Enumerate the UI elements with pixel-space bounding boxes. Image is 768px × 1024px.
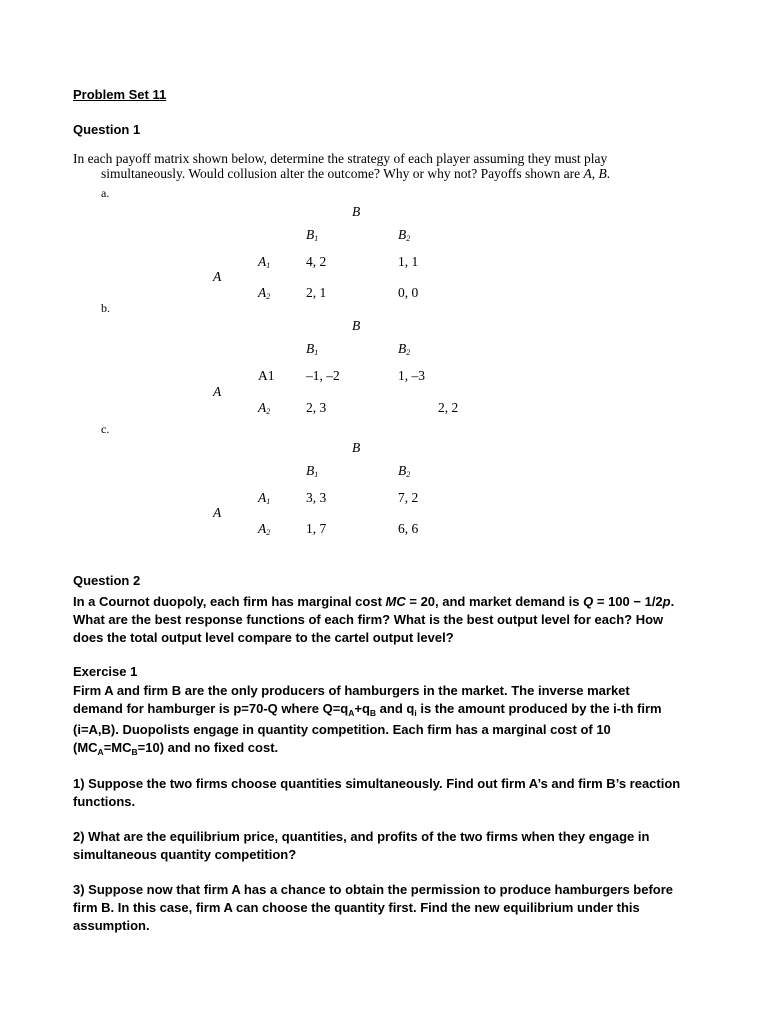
column-strategy-2: $B_2$	[398, 227, 411, 243]
row-player-label: A	[213, 505, 222, 520]
row-player-label: A	[213, 269, 222, 284]
payoff-cell: 0, 0	[398, 285, 419, 300]
column-player-label: B	[352, 440, 361, 455]
column-strategy-1: $B_1$	[306, 463, 319, 479]
column-player-label: B	[352, 318, 361, 333]
column-strategy-1: $B_1$	[306, 227, 319, 243]
exercise-1-part-1-line-2: functions.	[73, 794, 136, 809]
column-strategy-1: $B_1$	[306, 341, 319, 357]
payoff-cell: 2, 1	[306, 285, 327, 300]
row-strategy-1: A1	[258, 368, 275, 383]
row-strategy-1: $A_1$	[258, 490, 271, 506]
exercise-1-part-2-line-1: 2) What are the equilibrium price, quantities, and profits of the two firms when they engage in	[73, 829, 650, 844]
column-player-label: B	[352, 204, 361, 219]
row-player-label: A	[213, 384, 222, 399]
payoff-cell: –1, –2	[306, 368, 340, 383]
question-2-line-2: What are the best response functions of each firm? What is the best output level for each? How	[73, 612, 664, 627]
exercise-1-part-3-line-3: assumption.	[73, 918, 150, 933]
question-1-heading: Question 1	[73, 122, 141, 137]
exercise-1-line-4: $(MC_A=MC_B=10)$ and no fixed cost.	[73, 740, 279, 757]
question-2-line-3: does the total output level compare to the cartel output level?	[73, 630, 454, 645]
exercise-1-line-2: demand for hamburger is p=70-Q where $Q=q_A+q_B$ and $q_i$ is the amount produced by the i-th firm	[73, 701, 662, 718]
exercise-1-heading: Exercise 1	[73, 664, 138, 679]
payoff-cell: 7, 2	[398, 490, 419, 505]
payoff-cell: 4, 2	[306, 254, 327, 269]
page-title: Problem Set 11	[73, 87, 167, 102]
exercise-1-part-3-line-1: 3) Suppose now that firm A has a chance to obtain the permission to produce hamburgers before	[73, 882, 674, 897]
question-1-intro-line-2: simultaneously. Would collusion alter the outcome? Why or why not? Payoffs shown are A, B.	[101, 166, 611, 181]
payoff-cell: 1, –3	[398, 368, 425, 383]
exercise-1-part-1-line-1: 1) Suppose the two firms choose quantities simultaneously. Find out firm A’s and firm B’s reaction	[73, 776, 681, 791]
exercise-1-part-2-line-2: simultaneous quantity competition?	[73, 847, 297, 862]
exercise-1-line-1: Firm A and firm B are the only producers of hamburgers in the market. The inverse market	[73, 683, 630, 698]
question-2-line-1: In a Cournot duopoly, each firm has marginal cost MC = 20, and market demand is Q = 100 − 1/2p.	[73, 594, 675, 609]
payoff-cell: 6, 6	[398, 521, 419, 536]
payoff-cell: 2, 2	[438, 400, 459, 415]
matrix-label: c.	[101, 422, 110, 436]
row-strategy-1: $A_1$	[258, 254, 271, 270]
payoff-cell: 3, 3	[306, 490, 327, 505]
exercise-1-line-3: (i=A,B). Duopolists engage in quantity competition. Each firm has a marginal cost of 10	[73, 722, 611, 737]
payoff-cell: 1, 7	[306, 521, 327, 536]
column-strategy-2: $B_2$	[398, 341, 411, 357]
row-strategy-2: $A_2$	[258, 285, 271, 301]
row-strategy-2: $A_2$	[258, 521, 271, 537]
payoff-cell: 1, 1	[398, 254, 419, 269]
row-strategy-2: $A_2$	[258, 400, 271, 416]
payoff-cell: 2, 3	[306, 400, 327, 415]
question-1-intro-line-1: In each payoff matrix shown below, determine the strategy of each player assuming they must play	[73, 151, 608, 166]
matrix-label: b.	[101, 301, 110, 315]
question-2-heading: Question 2	[73, 573, 141, 588]
column-strategy-2: $B_2$	[398, 463, 411, 479]
exercise-1-part-3-line-2: firm B. In this case, firm A can choose the quantity first. Find the new equilibrium under this	[73, 900, 640, 915]
matrix-label: a.	[101, 186, 110, 200]
